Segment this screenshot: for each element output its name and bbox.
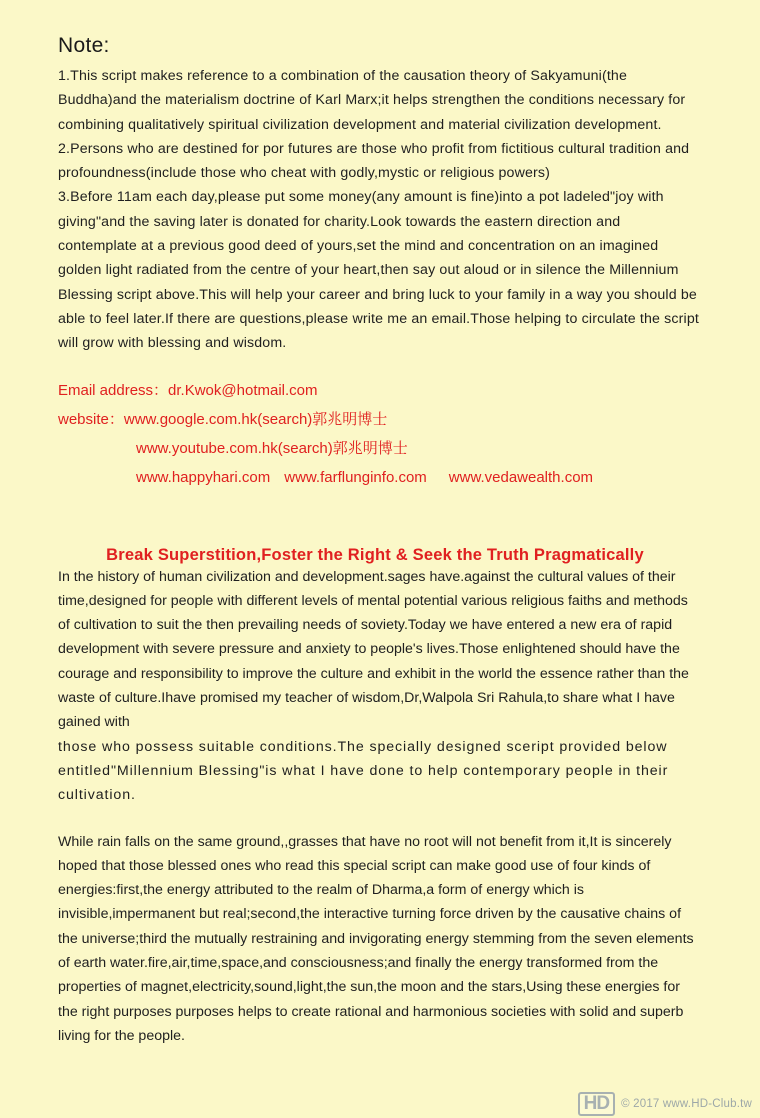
email-value[interactable]: dr.Kwok@hotmail.com [168, 381, 318, 399]
hd-club-logo-icon: HD [578, 1092, 615, 1116]
watermark-credit: © 2017 www.HD-Club.tw [621, 1098, 752, 1110]
website-link-farflunginfo[interactable]: www.farflunginfo.com [284, 468, 427, 486]
website-link-youtube[interactable]: www.youtube.com.hk(search)郭兆明博士 [136, 439, 408, 457]
website-link-happyhari[interactable]: www.happyhari.com [136, 468, 271, 486]
paragraph-1: In the history of human civilization and development.sages have.against the cultural values of their time,designed for people with different levels of mental potential various religious faiths and methods of cultivation to suit the then prevailing needs of soviety.Today we have entered a new era of rapid development with severe pressure and anxiety to people's lives.Those enlightened should have the courage and responsibility to improve the culture and exhibit in the world the essence rather than the waste of culture.Ihave promised my teacher of wisdom,Dr,Walpola Sri Rahula,to share what I have gained with [58, 568, 689, 731]
website-link-google[interactable]: www.google.com.hk(search)郭兆明博士 [123, 410, 388, 428]
contact-block [58, 376, 702, 492]
website-line-1 [58, 405, 702, 434]
website-line-3 [58, 463, 702, 492]
website-link-vedawealth[interactable]: www.vedawealth.com [448, 468, 594, 486]
page-title: Note: [58, 34, 110, 57]
note-list [58, 64, 702, 356]
paragraph-1-continued: those who possess suitable conditions.The specially designed sceript provided below entitled"Millennium Blessing"is what I have done to help contemporary people in their cultivation. [58, 738, 669, 804]
website-label: website： [58, 410, 124, 428]
website-line-2 [58, 434, 702, 463]
watermark [578, 1092, 752, 1116]
note-item-1: 1.This script makes reference to a combination of the causation theory of Sakyamuni(the Buddha)and the materialism doctrine of Karl Marx;it helps strengthen the conditions necessary for combining qualitatively spiritual civilization development and material civilization development. [58, 68, 686, 133]
email-label: Email address： [58, 381, 169, 399]
note-item-3: 3.Before 11am each day,please put some money(any amount is fine)into a pot ladeled"joy with giving"and the saving later is donated for charity.Look towards the eastern direction and contemplate at a previous good deed of yours,set the mind and concentration on an imagined golden light radiated from the centre of your heart,then say out aloud or in silence the Millennium Blessing script above.This will help your career and bring luck to your family in a way you should be able to feel later.If there are questions,please write me an email.Those helping to circulate the script will grow with blessing and wisdom. [58, 189, 699, 352]
email-line [58, 376, 702, 405]
section-heading: Break Superstition,Foster the Right & Seek the Truth Pragmatically [106, 545, 644, 564]
note-item-2: 2.Persons who are destined for por futures are those who profit from fictitious cultural tradition and profoundness(include those who cheat with godly,mystic or religious powers) [58, 140, 690, 182]
paragraph-2: While rain falls on the same ground,,grasses that have no root will not benefit from it,It is sincerely hoped that those blessed ones who read this special script can make good use of four kinds of energies:first,the energy attributed to the realm of Dharma,a form of energy which is invisible,impermanent but real;second,the interactive turning force driven by the causative chains of the universe;third the mutually restraining and invigorating energy stemming from the seven elements of earth water.fire,air,time,space,and consciousness;and finally the energy transformed from the properties of magnet,electricity,sound,light,the sun,the moon and the stars,Using these energies for the right purposes purposes helps to create rational and harmonious societies with solid and superb living for the people. [58, 833, 694, 1044]
